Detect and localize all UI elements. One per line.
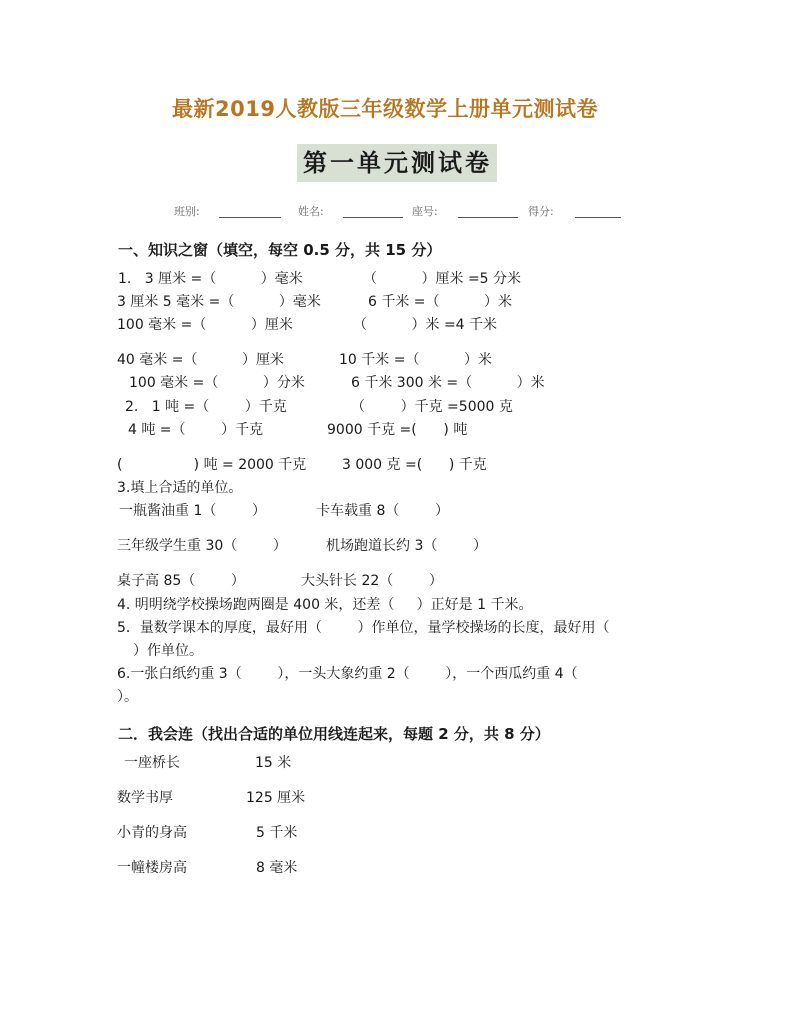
question-line: 三年级学生重 30（ ） [117,538,287,554]
question-line: （ ）米 =4 千米 [353,317,498,333]
match-right-item[interactable]: 15 米 [255,755,292,771]
question-line: 机场跑道长约 3（ ） [326,538,487,554]
question-line: 5．量数学课本的厚度，最好用（ ）作单位，量学校操场的长度，最好用（ [117,620,610,636]
name-label: 姓名: [298,205,324,218]
question-line: 一瓶酱油重 1（ ） [119,503,266,519]
question-line: （ ）千克 =5000 克 [351,399,513,415]
page-subtitle: 第一单元测试卷 [303,148,492,177]
question-line: （ ）厘米 =5 分米 [363,271,522,287]
question-line: 6 千米 =（ ）米 [368,294,513,310]
question-line: ）作单位。 [133,643,203,659]
question-line: ( ) 吨 = 2000 千克 [117,457,307,473]
question-line: 40 毫米 =（ ）厘米 [117,352,284,368]
question-line: 6.一张白纸约重 3（ ），一头大象约重 2（ ），一个西瓜约重 4（ [117,666,578,682]
match-left-item[interactable]: 一幢楼房高 [117,860,187,876]
question-line: ）。 [117,689,138,705]
seat-label: 座号: [412,205,438,218]
section2-heading: 二．我会连（找出合适的单位用线连起来，每题 2 分，共 8 分） [118,725,550,743]
question-line: 100 毫米 =（ ）厘米 [117,317,293,333]
score-blank[interactable] [575,217,621,218]
match-left-item[interactable]: 一座桥长 [124,755,180,771]
score-label: 得分: [528,205,554,218]
question-line: 2. 1 吨 =（ ）千克 [125,399,287,415]
question-line: 6 千米 300 米 =（ ）米 [351,375,545,391]
name-blank[interactable] [343,217,403,218]
question-line: 1. 3 厘米 =（ ）毫米 [118,271,303,287]
match-right-item[interactable]: 125 厘米 [246,790,306,806]
page-title: 最新2019人教版三年级数学上册单元测试卷 [172,97,598,121]
question-line: 大头针长 22（ ） [301,573,443,589]
question-line: 4. 明明绕学校操场跑两圈是 400 米，还差（ ）正好是 1 千米。 [117,597,533,613]
question-line: 9000 千克 =( ) 吨 [327,422,468,438]
question-line: 桌子高 85（ ） [117,573,245,589]
question-line: 4 吨 =（ ）千克 [128,422,264,438]
class-label: 班别: [174,205,200,218]
match-right-item[interactable]: 8 毫米 [256,860,298,876]
match-left-item[interactable]: 小青的身高 [117,825,187,841]
question-line: 3.填上合适的单位。 [117,480,243,496]
question-line: 3 厘米 5 毫米 =（ ）毫米 [117,294,321,310]
question-line: 10 千米 =（ ）米 [339,352,492,368]
class-blank[interactable] [219,217,281,218]
question-line: 3 000 克 =( ) 千克 [342,457,487,473]
seat-blank[interactable] [458,217,518,218]
question-line: 100 毫米 =（ ）分米 [129,375,305,391]
match-left-item[interactable]: 数学书厚 [117,790,173,806]
question-line: 卡车载重 8（ ） [316,503,449,519]
section1-heading: 一、知识之窗（填空，每空 0.5 分，共 15 分） [118,241,442,259]
match-right-item[interactable]: 5 千米 [256,825,298,841]
